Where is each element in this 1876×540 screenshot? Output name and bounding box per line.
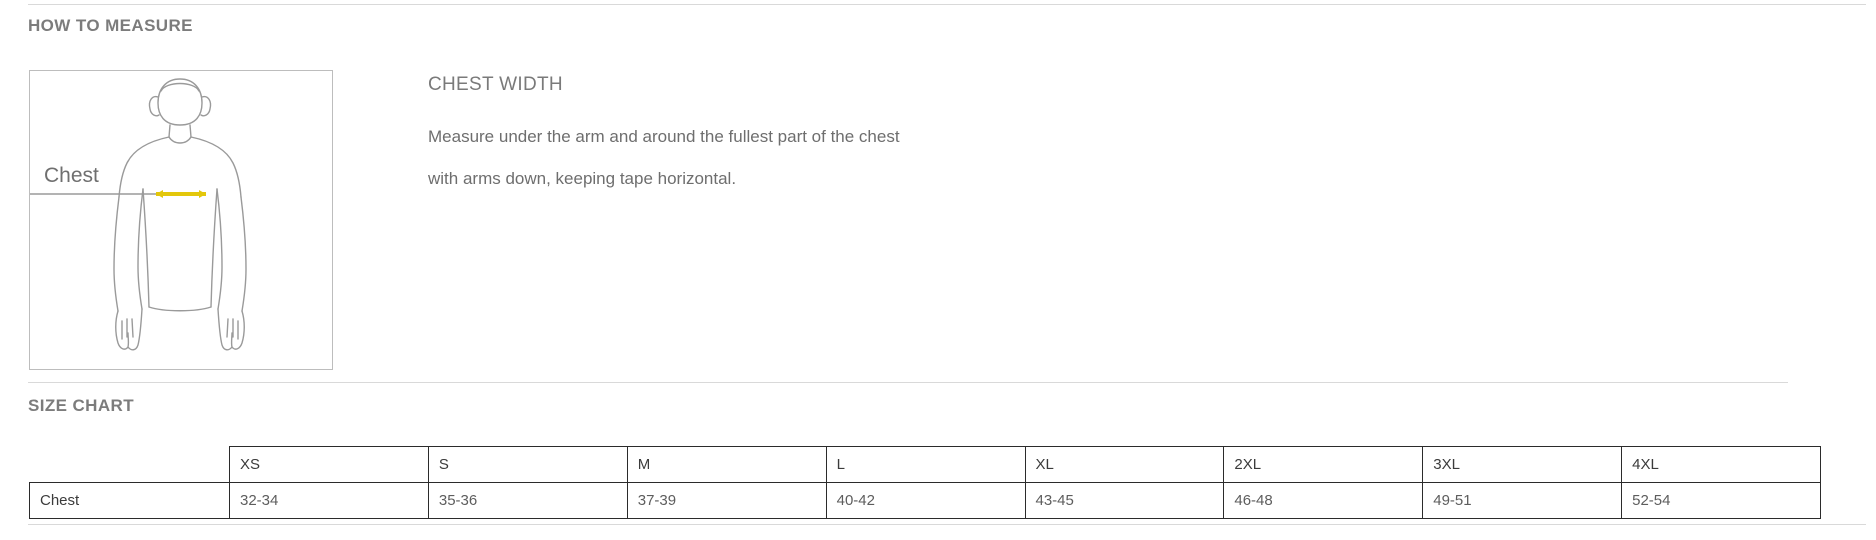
measurement-diagram bbox=[29, 70, 333, 370]
table-cell: 46-48 bbox=[1224, 483, 1423, 519]
table-corner-cell bbox=[30, 447, 230, 483]
divider-top bbox=[28, 4, 1866, 5]
chest-label: Chest bbox=[40, 164, 103, 188]
description-title: CHEST WIDTH bbox=[428, 74, 563, 95]
table-cell: 32-34 bbox=[230, 483, 429, 519]
how-to-measure-heading: HOW TO MEASURE bbox=[28, 16, 193, 35]
table-col-header: 2XL bbox=[1224, 447, 1423, 483]
table-col-header: XL bbox=[1025, 447, 1224, 483]
table-col-header: 3XL bbox=[1423, 447, 1622, 483]
table-cell: 43-45 bbox=[1025, 483, 1224, 519]
table-cell: 49-51 bbox=[1423, 483, 1622, 519]
size-chart-table-wrapper bbox=[29, 446, 1821, 519]
table-row bbox=[30, 483, 1821, 519]
table-col-header: M bbox=[627, 447, 826, 483]
table-cell: 40-42 bbox=[826, 483, 1025, 519]
table-cell: 37-39 bbox=[627, 483, 826, 519]
size-chart-table bbox=[29, 446, 1821, 519]
table-col-header: S bbox=[428, 447, 627, 483]
table-row-header: Chest bbox=[30, 483, 230, 519]
table-cell: 35-36 bbox=[428, 483, 627, 519]
description-line-1: Measure under the arm and around the fullest part of the chest bbox=[428, 127, 900, 146]
table-cell: 52-54 bbox=[1622, 483, 1821, 519]
divider-mid bbox=[28, 382, 1788, 383]
size-chart-heading: SIZE CHART bbox=[28, 396, 134, 415]
description-line-2: with arms down, keeping tape horizontal. bbox=[428, 169, 737, 188]
table-col-header: 4XL bbox=[1622, 447, 1821, 483]
divider-bottom bbox=[28, 524, 1866, 525]
table-col-header: L bbox=[826, 447, 1025, 483]
measurement-description bbox=[428, 74, 1328, 200]
table-header-row bbox=[30, 447, 1821, 483]
table-col-header: XS bbox=[230, 447, 429, 483]
